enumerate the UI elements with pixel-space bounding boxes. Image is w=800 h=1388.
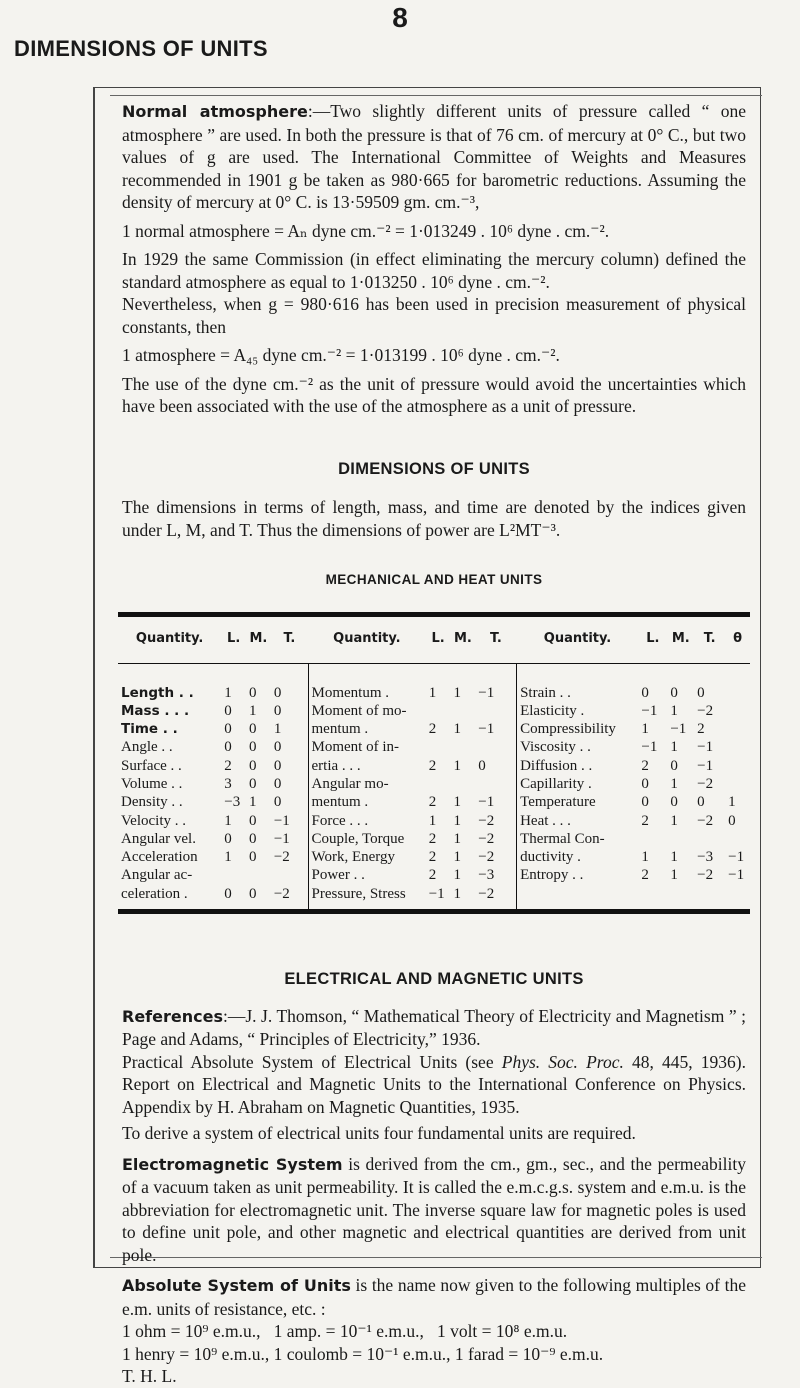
- table-cell: Angular ac-: [121, 867, 193, 884]
- table-cell: −1: [475, 793, 516, 811]
- table-cell: Pressure, Stress: [308, 885, 426, 912]
- table-cell: 0: [224, 721, 232, 738]
- table-cell: 1: [453, 849, 461, 866]
- electromagnetic-paragraph: [122, 1153, 746, 1267]
- derive-paragraph: To derive a system of electrical units four fundamental units are required.: [122, 1123, 636, 1144]
- running-head: DIMENSIONS OF UNITS: [14, 36, 268, 61]
- table-cell: Surface . .: [121, 757, 182, 774]
- table-cell: 0: [249, 684, 257, 701]
- table-cell: Compressibility: [520, 721, 616, 738]
- table-cell: Mass . . .: [121, 702, 190, 719]
- table-cell: 0: [249, 721, 257, 738]
- units-table: [118, 612, 750, 915]
- table-header-cell: M.: [451, 614, 476, 663]
- dimensions-intro: The dimensions in terms of length, mass, and time are denoted by the indices given under L, M, and T. Thus the dimensions of power are L²MT⁻³.: [122, 497, 746, 540]
- table-cell: Acceleration: [121, 849, 198, 866]
- table-cell: −1: [475, 720, 516, 738]
- table-cell: 1: [670, 702, 678, 719]
- table-cell: 2: [641, 757, 649, 774]
- table-cell: Viscosity . .: [520, 739, 591, 756]
- table-cell: 1: [453, 812, 461, 829]
- table-cell: −2: [475, 830, 516, 848]
- table-cell: Diffusion . .: [520, 757, 593, 774]
- units-line-1: 1 ohm = 10⁹ e.m.u., 1 amp. = 10⁻¹ e.m.u., 1 volt = 10⁸ e.m.u.: [122, 1321, 568, 1342]
- table-row: [118, 720, 750, 738]
- absolute-system-paragraph: [122, 1274, 746, 1320]
- table-cell: 1: [451, 885, 476, 912]
- precision-paragraph: Nevertheless, when g = 980·616 has been used in precision measurement of physical constants, then: [122, 294, 746, 337]
- table-cell: 0: [249, 739, 257, 756]
- table-cell: Length . .: [121, 684, 194, 701]
- table-cell: 0: [271, 702, 308, 720]
- table-cell: 2: [428, 849, 437, 866]
- table-cell: [475, 738, 516, 756]
- table-cell: [725, 757, 750, 775]
- atmosphere-a45-equation: 1 atmosphere = A₄₅ dyne cm.⁻² = 1·013199 . 10⁶ dyne . cm.⁻².: [122, 345, 560, 365]
- units-line-2: 1 henry = 10⁹ e.m.u., 1 coulomb = 10⁻¹ e.m.u., 1 farad = 10⁻⁹ e.m.u.: [122, 1343, 604, 1364]
- table-cell: 1: [670, 849, 678, 866]
- table-cell: [667, 885, 694, 912]
- table-cell: 0: [224, 830, 232, 847]
- table-cell: 1: [224, 812, 232, 829]
- table-cell: 1: [670, 775, 678, 792]
- table-cell: 1: [453, 721, 461, 738]
- table-cell: Velocity . .: [121, 812, 186, 829]
- table-cell: 0: [271, 775, 308, 793]
- table-cell: Time . .: [121, 721, 178, 738]
- table-cell: −1: [728, 867, 745, 884]
- table-row: [118, 848, 750, 866]
- table-cell: 2: [428, 867, 437, 884]
- table-cell: −2: [271, 848, 308, 866]
- table-cell: 0: [271, 757, 308, 775]
- table-header-cell: Quantity.: [308, 614, 426, 663]
- references-paragraph: [122, 1005, 746, 1051]
- table-cell: 0: [224, 739, 232, 756]
- table-cell: Elasticity .: [520, 702, 585, 719]
- table-cell: −3: [224, 794, 241, 811]
- ref2-a: Practical Absolute System of Electrical Units (see: [122, 1051, 502, 1072]
- table-row: [118, 885, 750, 912]
- standard-atmosphere-paragraph: In 1929 the same Commission (in effect eliminating the mercury column) defined the standard atmosphere as equal to 1·013250 . 10⁶ dyne . cm.⁻².: [122, 249, 746, 292]
- table-cell: 0: [271, 793, 308, 811]
- normal-atmosphere-paragraph: [122, 100, 746, 214]
- table-cell: −1: [728, 849, 745, 866]
- table-cell: [451, 775, 476, 793]
- table-cell: 1: [428, 684, 437, 701]
- table-cell: 0: [697, 794, 705, 811]
- table-cell: 0: [697, 684, 705, 701]
- table-cell: celeration .: [118, 885, 221, 912]
- table-cell: −1: [697, 739, 714, 756]
- table-cell: 2: [697, 721, 705, 738]
- page-content: [122, 100, 746, 1388]
- table-cell: Volume . .: [121, 775, 183, 792]
- table-cell: mentum .: [311, 721, 369, 738]
- table-cell: Power . .: [311, 867, 365, 884]
- table-cell: −1: [641, 702, 658, 719]
- ref2-journal: Phys. Soc. Proc.: [501, 1051, 624, 1072]
- table-cell: 1: [453, 794, 461, 811]
- table-cell: 2: [428, 721, 437, 738]
- table-cell: −1: [641, 739, 658, 756]
- table-cell: [725, 702, 750, 720]
- table-cell: −2: [271, 885, 308, 912]
- table-cell: [426, 738, 451, 756]
- normal-atmosphere-equation: 1 normal atmosphere = Aₙ dyne cm.⁻² = 1·013249 . 10⁶ dyne . cm.⁻².: [122, 220, 610, 241]
- table-cell: [694, 830, 725, 848]
- table-cell: [426, 775, 451, 793]
- table-cell: Momentum .: [311, 684, 389, 701]
- table-cell: −2: [697, 812, 714, 829]
- table-cell: Angular mo-: [311, 775, 389, 792]
- table-cell: 0: [249, 775, 257, 792]
- table-row: [118, 812, 750, 830]
- table-cell: 2: [428, 830, 437, 847]
- table-cell: [667, 830, 694, 848]
- table-cell: [451, 702, 476, 720]
- table-header-cell: Quantity.: [517, 614, 639, 663]
- table-cell: 1: [224, 849, 232, 866]
- units-table-wrap: [122, 612, 746, 915]
- table-cell: 0: [221, 885, 246, 912]
- table-row: [118, 866, 750, 884]
- table-cell: ertia . . .: [311, 757, 361, 774]
- table-row: [118, 775, 750, 793]
- electromagnetic-text: is derived from the cm., gm., sec., and the permeability of a vacuum taken as unit permeability. It is called the e.m.c.g.s. system and e.m.u. is the abbreviation for electromagnetic unit. The inverse square law for magnetic poles is used to define unit pole, and other magnetic and electrical quantities are derived from unit pole.: [122, 1153, 747, 1265]
- table-cell: Angle . .: [121, 739, 173, 756]
- table-cell: 0: [670, 757, 678, 774]
- table-cell: Temperature: [520, 794, 596, 811]
- table-cell: −2: [697, 867, 714, 884]
- references-text: :—J. J. Thomson, “ Mathematical Theory of Electricity and Magnetism ” ; Page and Adams, “ Principles of Electricity,” 1936.: [122, 1005, 746, 1050]
- table-cell: [638, 885, 667, 912]
- table-header-cell: M.: [246, 614, 271, 663]
- table-cell: −2: [697, 775, 714, 792]
- ref2-b: 48, 445, 1936). Report on Electrical and Magnetic Units to the International Conference on Physics. Appendix by H. Abraham on Magnetic Quantities, 1935.: [122, 1051, 747, 1117]
- table-caption: MECHANICAL AND HEAT UNITS: [325, 572, 543, 587]
- table-header-cell: T.: [475, 614, 516, 663]
- table-header-cell: T.: [694, 614, 725, 663]
- table-cell: 2: [641, 812, 649, 829]
- table-cell: Density . .: [121, 794, 183, 811]
- table-cell: 1: [670, 812, 678, 829]
- table-cell: −1: [697, 757, 714, 774]
- table-cell: 0: [641, 775, 649, 792]
- table-cell: −3: [475, 866, 516, 884]
- table-cell: [475, 775, 516, 793]
- signature: T. H. L.: [122, 1366, 177, 1387]
- table-cell: [725, 885, 750, 912]
- table-row: [118, 663, 750, 702]
- table-cell: 1: [453, 757, 461, 774]
- dyne-paragraph: The use of the dyne cm.⁻² as the unit of pressure would avoid the uncertainties which have been associated with the use of the atmosphere as a unit of pressure.: [122, 373, 746, 416]
- table-cell: Strain . .: [520, 684, 571, 701]
- table-cell: mentum .: [311, 794, 369, 811]
- table-cell: Capillarity .: [520, 775, 592, 792]
- table-header-row: [118, 614, 750, 663]
- absolute-system-text: is the name now given to the following multiples of the e.m. units of resistance, etc. :: [122, 1275, 747, 1319]
- table-row: [118, 738, 750, 756]
- table-cell: 0: [249, 812, 257, 829]
- table-cell: 1: [271, 720, 308, 738]
- table-cell: [517, 885, 639, 912]
- table-cell: 1: [428, 812, 437, 829]
- table-cell: Work, Energy: [311, 849, 395, 866]
- table-cell: 1: [641, 849, 649, 866]
- table-cell: [725, 738, 750, 756]
- table-cell: Thermal Con-: [520, 830, 605, 847]
- table-cell: 0: [271, 663, 308, 702]
- table-cell: [638, 830, 667, 848]
- table-cell: [451, 738, 476, 756]
- table-cell: 0: [224, 702, 232, 719]
- table-cell: 2: [428, 757, 437, 774]
- table-cell: Couple, Torque: [311, 830, 405, 847]
- table-cell: 3: [224, 775, 232, 792]
- table-cell: −2: [697, 702, 714, 719]
- references-term: References: [122, 1006, 223, 1026]
- table-cell: ductivity .: [520, 849, 581, 866]
- table-cell: 1: [453, 867, 461, 884]
- table-header-cell: T.: [271, 614, 308, 663]
- table-header-cell: L.: [638, 614, 667, 663]
- table-cell: Angular vel.: [121, 830, 196, 847]
- table-cell: 1: [453, 830, 461, 847]
- electromagnetic-term: Electromagnetic System: [122, 1154, 343, 1174]
- table-cell: −2: [475, 812, 516, 830]
- table-cell: −1: [475, 663, 516, 702]
- table-cell: 0: [271, 738, 308, 756]
- table-row: [118, 830, 750, 848]
- table-cell: 2: [224, 757, 232, 774]
- table-cell: [426, 702, 451, 720]
- table-cell: 0: [249, 849, 257, 866]
- table-cell: 1: [641, 721, 649, 738]
- table-cell: [246, 866, 271, 884]
- table-cell: 0: [249, 830, 257, 847]
- normal-atmosphere-term: Normal atmosphere: [122, 102, 308, 121]
- table-body: [118, 663, 750, 912]
- table-cell: 1: [728, 794, 736, 811]
- table-cell: 1: [249, 702, 257, 719]
- practical-absolute-paragraph: [122, 1051, 746, 1119]
- table-cell: [725, 663, 750, 702]
- table-row: [118, 702, 750, 720]
- table-header-cell: θ: [725, 614, 750, 663]
- table-header-cell: Quantity.: [118, 614, 221, 663]
- dimensions-heading: DIMENSIONS OF UNITS: [338, 459, 530, 478]
- table-cell: −1: [670, 721, 687, 738]
- table-cell: [725, 720, 750, 738]
- table-cell: −3: [697, 849, 714, 866]
- table-cell: −1: [271, 830, 308, 848]
- table-cell: 0: [249, 757, 257, 774]
- table-cell: 1: [453, 684, 461, 701]
- table-cell: Heat . . .: [520, 812, 571, 829]
- table-cell: [475, 702, 516, 720]
- table-cell: 1: [670, 867, 678, 884]
- table-cell: [221, 866, 246, 884]
- table-cell: 2: [641, 867, 649, 884]
- table-cell: 0: [641, 794, 649, 811]
- table-header-cell: L.: [221, 614, 246, 663]
- table-cell: −1: [271, 812, 308, 830]
- table-cell: 0: [246, 885, 271, 912]
- table-cell: Force . . .: [311, 812, 369, 829]
- table-cell: 1: [249, 794, 257, 811]
- table-cell: 0: [475, 757, 516, 775]
- frame-rule-top: [110, 95, 762, 96]
- electrical-heading: ELECTRICAL AND MAGNETIC UNITS: [284, 970, 584, 989]
- table-cell: 0: [641, 684, 649, 701]
- table-header-cell: M.: [667, 614, 694, 663]
- table-cell: 0: [670, 794, 678, 811]
- table-cell: −2: [475, 848, 516, 866]
- table-cell: −1: [426, 885, 451, 912]
- table-cell: [694, 885, 725, 912]
- table-header-cell: L.: [426, 614, 451, 663]
- table-cell: [271, 866, 308, 884]
- table-row: [118, 757, 750, 775]
- table-cell: 0: [670, 684, 678, 701]
- absolute-system-term: Absolute System of Units: [122, 1276, 351, 1296]
- table-cell: Entropy . .: [520, 867, 584, 884]
- page-number: 8: [392, 2, 408, 33]
- table-cell: [725, 775, 750, 793]
- normal-atmosphere-text: :—Two slightly different units of pressure called “ one atmosphere ” are used. In both the pressure is that of 76 cm. of mercury at 0° C., but two values of g are used. The International Committee of Weights and Measures recommended in 1901 g be taken as 980·665 for barometric reductions. Assuming the density of mercury at 0° C. is 13·59509 gm. cm.⁻³,: [122, 101, 746, 212]
- table-cell: [725, 830, 750, 848]
- table-cell: Moment of mo-: [311, 702, 407, 719]
- table-cell: −2: [475, 885, 516, 912]
- table-cell: 0: [728, 812, 736, 829]
- table-row: [118, 793, 750, 811]
- table-cell: 1: [224, 684, 232, 701]
- table-cell: 2: [428, 794, 437, 811]
- table-cell: 1: [670, 739, 678, 756]
- table-cell: Moment of in-: [311, 739, 399, 756]
